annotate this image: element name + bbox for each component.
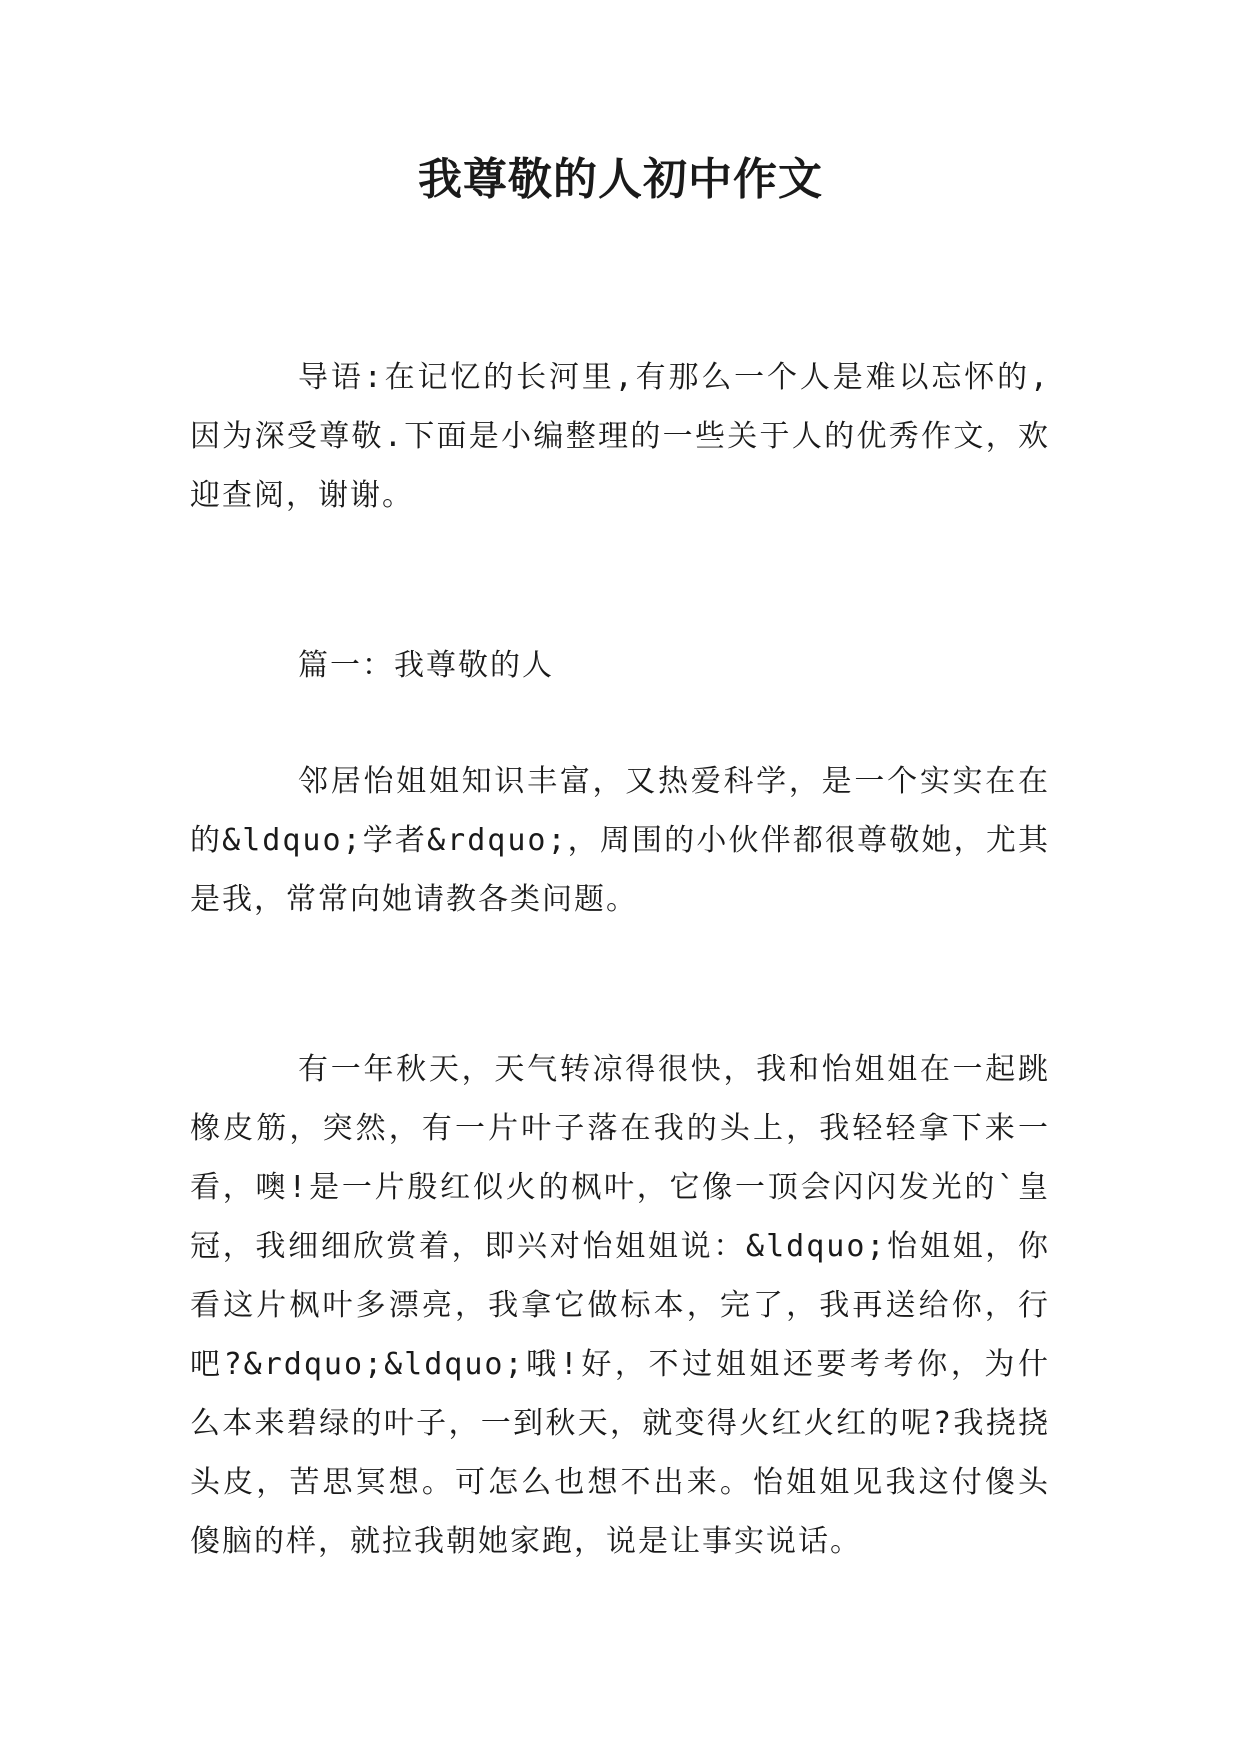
body-paragraph: 邻居怡姐姐知识丰富，又热爱科学，是一个实实在在的&ldquo;学者&rdquo;，周围的小伙伴都很尊敬她，尤其是我，常常向她请教各类问题。 (190, 764, 1050, 917)
intro-paragraph: 导语:在记忆的长河里,有那么一个人是难以忘怀的,因为深受尊敬.下面是小编整理的一些关于人的优秀作文，欢迎查阅，谢谢。 (190, 360, 1050, 513)
document-title: 我尊敬的人初中作文 (418, 154, 823, 205)
body-paragraph: 有一年秋天，天气转凉得很快，我和怡姐姐在一起跳橡皮筋，突然，有一片叶子落在我的头上，我轻轻拿下来一看，噢!是一片殷红似火的枫叶，它像一顶会闪闪发光的`皇冠，我细细欣赏着，即兴对怡姐姐说：&ldquo;怡姐姐，你看这片枫叶多漂亮，我拿它做标本，完了，我再送给你，行吧?&rdquo;&ldquo;哦!好，不过姐姐还要考考你，为什么本来碧绿的叶子，一到秋天，就变得火红火红的呢?我挠挠头皮，苦思冥想。可怎么也想不出来。怡姐姐见我这付傻头傻脑的样，就拉我朝她家跑，说是让事实说话。 (190, 1052, 1050, 1559)
section-heading: 篇一：我尊敬的人 (298, 648, 554, 683)
